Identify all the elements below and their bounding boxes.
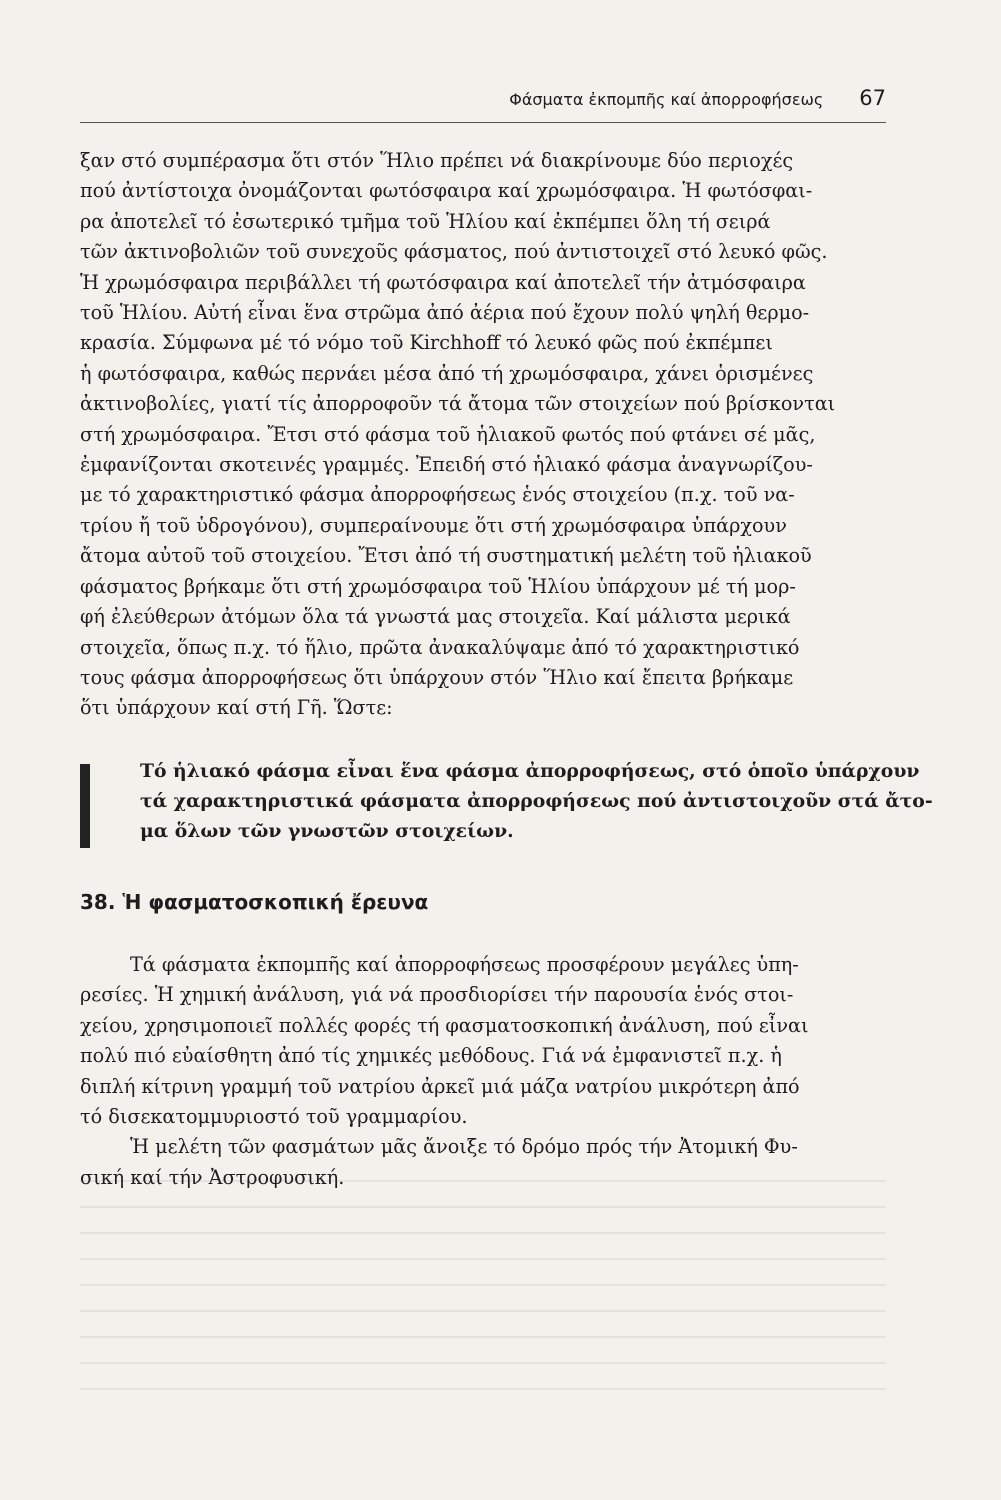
page-number: 67 <box>859 86 886 110</box>
text-line: Τό ἡλιακό φάσμα εἶναι ἕνα φάσμα ἀπορροφήσεως, στό ὁποῖο ὑπάρχουν <box>140 760 920 782</box>
text-line: σική καί τήν Ἀστροφυσική. <box>80 1165 345 1189</box>
margin-bar <box>80 764 90 848</box>
text-line: τρίου ἤ τοῦ ὑδρογόνου), συμπεραίνουμε ὅτι στή χρωμόσφαιρα ὑπάρχουν <box>80 513 787 537</box>
text-line: κρασία. Σύμφωνα μέ τό νόμο τοῦ Kirchhoff τό λευκό φῶς πού ἐκπέμπει <box>80 331 773 355</box>
text-line: διπλή κίτρινη γραμμή τοῦ νατρίου ἀρκεῖ μιά μάζα νατρίου μικρότερη ἀπό <box>80 1074 800 1098</box>
text-line: τῶν ἀκτινοβολιῶν τοῦ συνεχοῦς φάσματος, πού ἀντιστοιχεῖ στό λευκό φῶς. <box>80 240 828 264</box>
text-line: τους φάσμα ἀπορροφήσεως ὅτι ὑπάρχουν στόν Ἥλιο καί ἔπειτα βρήκαμε <box>80 665 794 689</box>
text-line: ρα ἀποτελεῖ τό ἐσωτερικό τμῆμα τοῦ Ἡλίου καί ἐκπέμπει ὅλη τή σειρά <box>80 209 771 233</box>
text-line: τά χαρακτηριστικά φάσματα ἀπορροφήσεως πού ἀντιστοιχοῦν στά ἄτο- <box>140 790 933 812</box>
text-line: φάσματος βρήκαμε ὅτι στή χρωμόσφαιρα τοῦ Ἡλίου ὑπάρχουν μέ τή μορ- <box>80 574 796 598</box>
text-line: χείου, χρησιμοποιεῖ πολλές φορές τή φασματοσκοπική ἀνάλυση, πού εἶναι <box>80 1013 809 1037</box>
text-line: φή ἐλεύθερων ἀτόμων ὅλα τά γνωστά μας στοιχεῖα. Καί μάλιστα μερικά <box>80 605 791 629</box>
text-line: ρεσίες. Ἡ χημική ἀνάλυση, γιά νά προσδιορίσει τήν παρουσία ἑνός στοι- <box>80 983 794 1007</box>
bleed-through-texture <box>80 1180 886 1400</box>
conclusion-text <box>140 756 933 846</box>
text-line: στοιχεῖα, ὅπως π.χ. τό ἥλιο, πρῶτα ἀνακαλύψαμε ἀπό τό χαρακτηριστικό <box>80 635 800 659</box>
text-line: πολύ πιό εὐαίσθητη ἀπό τίς χημικές μεθόδους. Γιά νά ἐμφανιστεῖ π.χ. ἡ <box>80 1044 782 1068</box>
text-line: τό δισεκατομμυριοστό τοῦ γραμμαρίου. <box>80 1105 468 1129</box>
text-line: τοῦ Ἡλίου. Αὐτή εἶναι ἕνα στρῶμα ἀπό ἀέρια πού ἔχουν πολύ ψηλή θερμο- <box>80 301 810 325</box>
paragraph-1 <box>80 146 886 724</box>
text-line: ἀκτινοβολίες, γιατί τίς ἀπορροφοῦν τά ἄτομα τῶν στοιχείων πού βρίσκονται <box>80 392 836 416</box>
text-line: με τό χαρακτηριστικό φάσμα ἀπορροφήσεως ἑνός στοιχείου (π.χ. τοῦ να- <box>80 483 795 507</box>
text-line: ἐμφανίζονται σκοτεινές γραμμές. Ἐπειδή στό ἡλιακό φάσμα ἀναγνωρίζου- <box>80 453 813 477</box>
paragraph-2 <box>80 950 886 1193</box>
text-line: ἡ φωτόσφαιρα, καθώς περνάει μέσα ἀπό τή χρωμόσφαιρα, χάνει ὁρισμένες <box>80 361 814 385</box>
section-heading: 38. Ἡ φασματοσκοπική ἔρευνα <box>80 890 429 914</box>
text-line: ξαν στό συμπέρασμα ὅτι στόν Ἥλιο πρέπει νά διακρίνουμε δύο περιοχές <box>80 149 794 172</box>
text-line: στή χρωμόσφαιρα. Ἔτσι στό φάσμα τοῦ ἡλιακοῦ φωτός πού φτάνει σέ μᾶς, <box>80 422 816 446</box>
text-line: πού ἀντίστοιχα ὀνομάζονται φωτόσφαιρα καί χρωμόσφαιρα. Ἡ φωτόσφαι- <box>80 179 813 203</box>
text-line: Ἡ μελέτη τῶν φασμάτων μᾶς ἄνοιξε τό δρόμο πρός τήν Ἀτομική Φυ- <box>130 1135 798 1159</box>
text-line: μα ὅλων τῶν γνωστῶν στοιχείων. <box>140 820 514 842</box>
highlighted-conclusion <box>80 756 933 846</box>
text-line: Ἡ χρωμόσφαιρα περιβάλλει τή φωτόσφαιρα καί ἀποτελεῖ τήν ἀτμόσφαιρα <box>80 270 806 294</box>
running-header <box>80 86 886 123</box>
header-title: Φάσματα ἐκπομπῆς καί ἀπορροφήσεως <box>509 90 824 109</box>
text-line: ὅτι ὑπάρχουν καί στή Γῆ. Ὥστε: <box>80 696 393 720</box>
text-line: ἄτομα αὐτοῦ τοῦ στοιχείου. Ἔτσι ἀπό τή συστηματική μελέτη τοῦ ἡλιακοῦ <box>80 544 812 568</box>
text-line: Τά φάσματα ἐκπομπῆς καί ἀπορροφήσεως προσφέρουν μεγάλες ὑπη- <box>130 953 799 976</box>
